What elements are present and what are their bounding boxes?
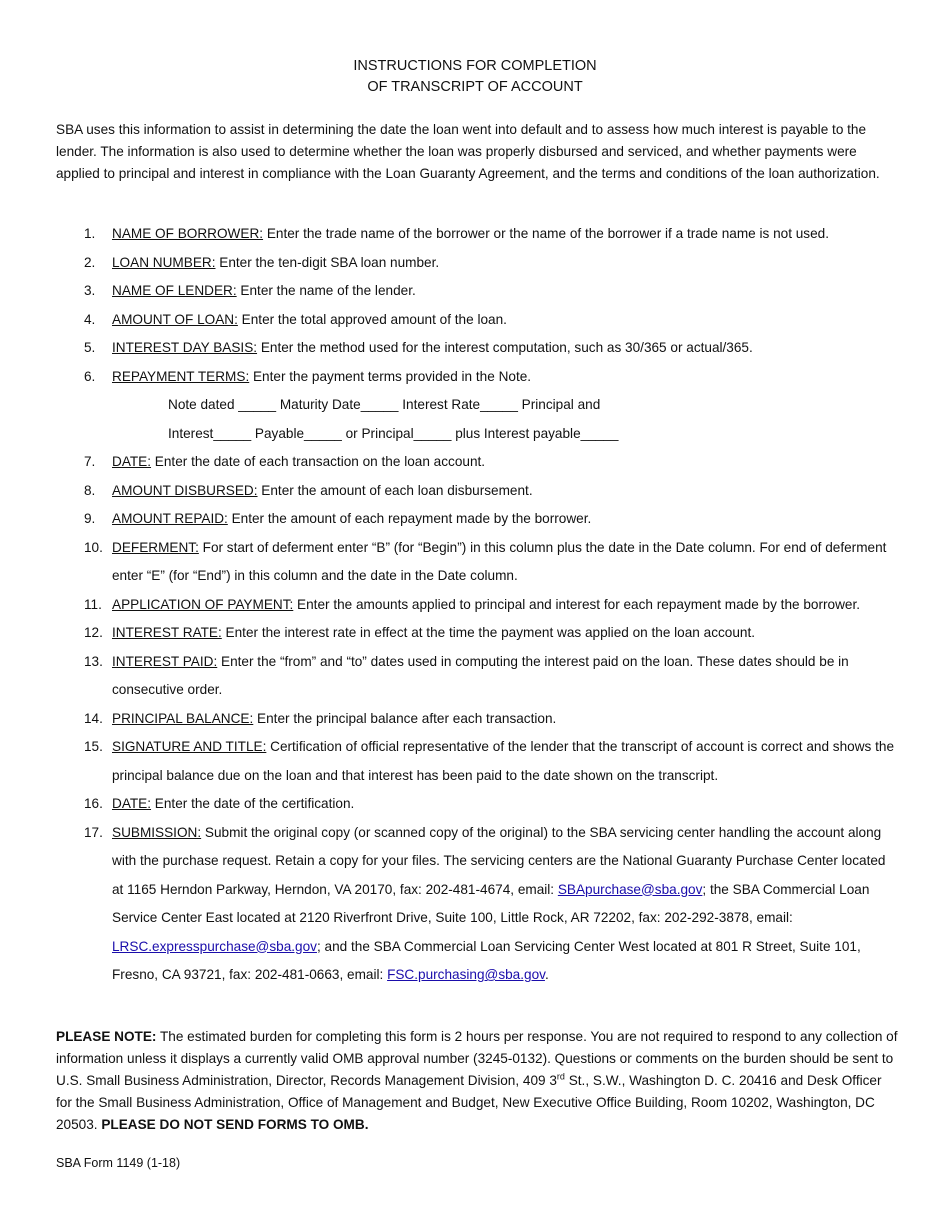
item-text: Enter the total approved amount of the loan. [237,311,507,327]
note-closing: PLEASE DO NOT SEND FORMS TO OMB. [101,1117,369,1132]
item-number: 10. [84,539,103,555]
instruction-item [56,334,898,363]
item-label: INTEREST PAID: [112,653,218,669]
instruction-item [56,477,898,506]
item-text: Enter the “from” and “to” dates used in computing the interest paid on the loan. These dates should be in consecutive order. [112,653,849,697]
item-label: LOAN NUMBER: [112,254,216,270]
instruction-item [56,733,898,790]
instruction-item-submission [56,819,898,990]
item-number: 8. [84,482,96,498]
instruction-item [56,220,898,249]
item-label: INTEREST RATE: [112,625,222,640]
title-line-2: OF TRANSCRIPT OF ACCOUNT [367,79,583,95]
item-number: 7. [84,454,96,469]
intro-paragraph: SBA uses this information to assist in determining the date the loan went into default and to assess how much interest is payable to the lender. The information is also used to determine whether the loan was properly disbursed and serviced, and whether payments were applied to principal and interest in compliance with the Loan Guaranty Agreement, and the terms and conditions of the loan authorization. [56,122,880,181]
note-text: St., S.W., Washington D. C. 20416 and Desk Officer for the Small Business Administration, Office of Management and Budget, New Executive Office Building, Room 10202, Washington, DC 20503. [56,1073,882,1132]
item-text: Enter the amounts applied to principal and interest for each repayment made by the borrower. [293,596,861,612]
item-text: Enter the name of the lender. [236,283,416,298]
email-link-fsc[interactable]: FSC.purchasing@sba.gov [387,967,545,982]
item-text: . [544,967,549,982]
item-label: INTEREST DAY BASIS: [112,340,258,355]
instruction-item [56,249,898,278]
item-number: 6. [84,368,96,384]
instruction-item [56,505,898,534]
instruction-item [56,591,898,620]
form-number: SBA Form 1149 (1-18) [56,1156,181,1170]
item-text: Enter the ten-digit SBA loan number. [215,254,440,270]
item-text: Submit the original copy (or scanned copy of the original) to the SBA servicing center handling the account along with the purchase request. Retain a copy for your files. The servicing centers are the National Guaranty Purchase Center located at 1165 Herndon Parkway, Herndon, VA 20170, fax: 202-481-4674, email: [112,824,886,897]
item-label: AMOUNT DISBURSED: [112,482,258,498]
item-text: Enter the amount of each repayment made by the borrower. [227,511,592,526]
title-line-1: INSTRUCTIONS FOR COMPLETION [353,58,597,74]
item-number: 14. [84,710,103,726]
item-text: Enter the principal balance after each transaction. [253,710,557,726]
item-number: 9. [84,511,96,526]
item-text: Certification of official representative of the lender that the transcript of account is correct and shows the principal balance due on the loan and that interest has been paid to the date shown on the transcript. [112,739,894,783]
item-text: Enter the date of the certification. [151,796,355,811]
burden-notice [56,1026,898,1136]
item-text: For start of deferment enter “B” (for “Begin”) in this column plus the date in the Date column. For end of deferment enter “E” (for “End”) in this column and the date in the Date column. [112,539,887,583]
instruction-item [56,306,898,335]
note-heading: PLEASE NOTE: [56,1029,157,1044]
repayment-terms-line-1: Note dated _____ Maturity Date_____ Interest Rate_____ Principal and [168,397,601,412]
item-number: 1. [84,226,96,241]
item-label: DATE: [112,454,152,469]
item-label: REPAYMENT TERMS: [112,368,250,384]
instruction-item [56,705,898,734]
item-text: Enter the trade name of the borrower or the name of the borrower if a trade name is not used. [263,226,830,241]
email-link-lrsc[interactable]: LRSC.expresspurchase@sba.gov [112,938,317,954]
item-number: 12. [84,625,103,640]
instruction-item [56,648,898,705]
item-number: 5. [84,340,96,355]
item-label: SIGNATURE AND TITLE: [112,739,267,754]
instruction-item [56,448,898,477]
item-label: AMOUNT REPAID: [112,511,228,526]
item-text: Enter the date of each transaction on the loan account. [151,454,486,469]
item-label: APPLICATION OF PAYMENT: [112,596,294,612]
item-label: NAME OF BORROWER: [112,226,264,241]
item-number: 17. [84,824,103,840]
instruction-list [56,220,898,990]
note-superscript: rd [556,1071,565,1082]
item-number: 15. [84,739,103,754]
item-number: 3. [84,283,96,298]
instruction-item [56,619,898,648]
item-label: AMOUNT OF LOAN: [112,311,238,327]
item-label: PRINCIPAL BALANCE: [112,710,254,726]
instruction-item [56,534,898,591]
item-number: 11. [84,596,102,612]
instruction-item [56,363,898,449]
item-number: 2. [84,254,96,270]
item-label: NAME OF LENDER: [112,283,237,298]
item-number: 16. [84,796,103,811]
item-label: DATE: [112,796,152,811]
item-text: ; the SBA Commercial Loan Service Center East located at 2120 Riverfront Drive, Suite 100, Little Rock, AR 72202, fax: 202-292-3878, email: [112,881,870,925]
item-text: Enter the amount of each loan disbursement. [257,482,533,498]
item-number: 4. [84,311,96,327]
item-text: Enter the method used for the interest computation, such as 30/365 or actual/365. [257,340,753,355]
note-text: The estimated burden for completing this form is 2 hours per response. You are not required to respond to any collection of information unless it displays a currently valid OMB approval number (3245-0132). Questions or comments on the burden should be sent to U.S. Small Business Administration, Director, Records Management Division, 409 3 [56,1029,898,1088]
email-link-sbapurchase[interactable]: SBApurchase@sba.gov [557,881,703,897]
item-text: ; and the SBA Commercial Loan Servicing Center West located at 801 R Street, Suite 101, Fresno, CA 93721, fax: 202-481-0663, email: [112,938,861,982]
item-label: DEFERMENT: [112,539,199,555]
item-text: Enter the interest rate in effect at the time the payment was applied on the loan account. [221,625,756,640]
repayment-terms-line-2: Interest_____ Payable_____ or Principal_____ plus Interest payable_____ [168,425,619,441]
page-title [0,56,950,98]
item-label: SUBMISSION: [112,824,202,840]
item-text: Enter the payment terms provided in the Note. [249,368,532,384]
instruction-item [56,790,898,819]
item-number: 13. [84,653,103,669]
instruction-item [56,277,898,306]
